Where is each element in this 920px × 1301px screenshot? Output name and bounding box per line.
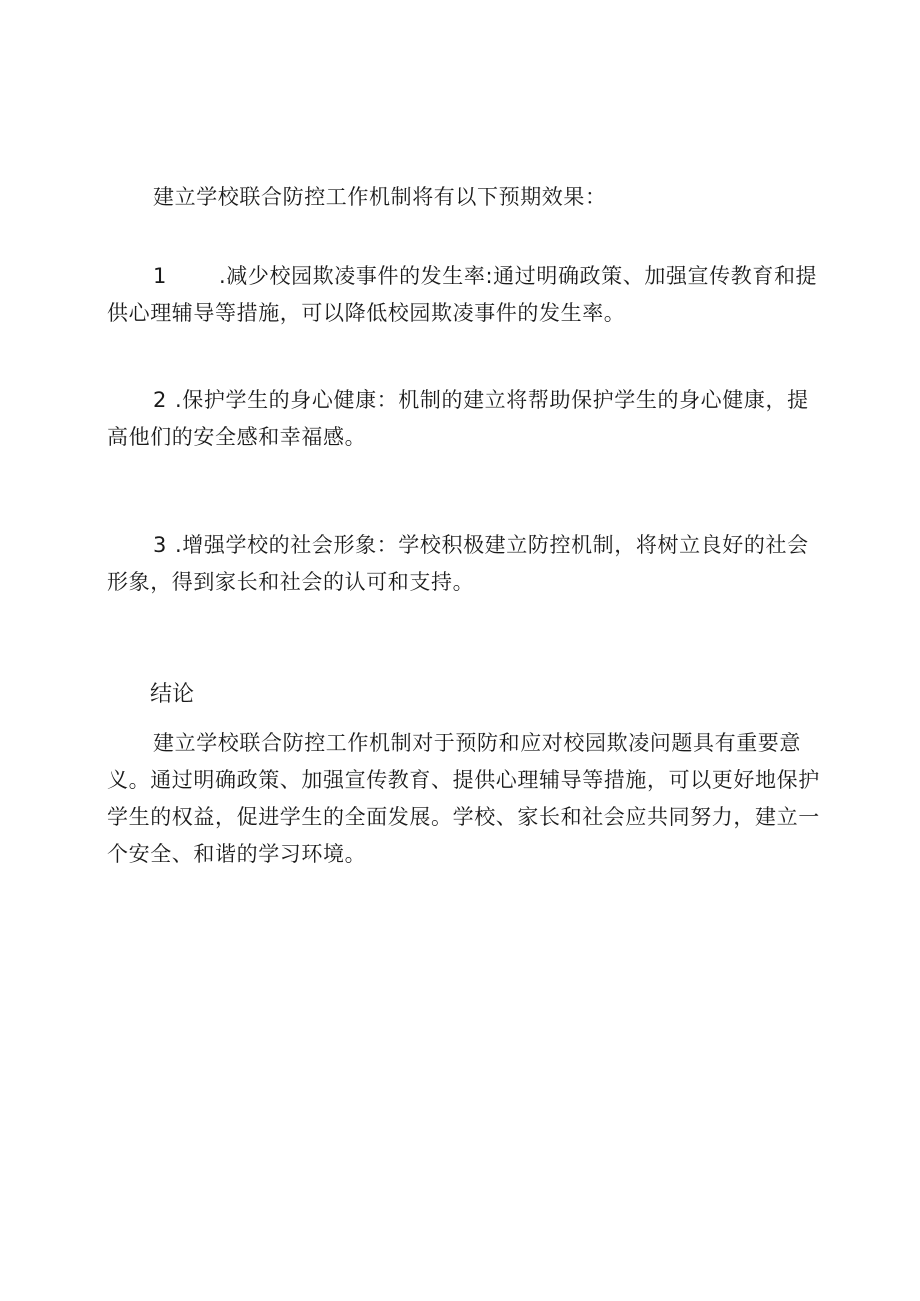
list-item-1 <box>107 258 827 332</box>
list-item-number: 2 <box>153 388 167 412</box>
list-item-text: .增强学校的社会形象：学校积极建立防控机制，将树立良好的社会形象，得到家长和社会的认可和支持。 <box>107 533 809 594</box>
list-item-text: .保护学生的身心健康：机制的建立将帮助保护学生的身心健康，提高他们的安全感和幸福感。 <box>107 388 809 449</box>
conclusion-paragraph: 建立学校联合防控工作机制对于预防和应对校园欺凌问题具有重要意义。通过明确政策、加强宣传教育、提供心理辅导等措施，可以更好地保护学生的权益，促进学生的全面发展。学校、家长和社会应共同努力，建立一个安全、和谐的学习环境。 <box>107 731 820 866</box>
list-item-text: .减少校园欺凌事件的发生率:通过明确政策、加强宣传教育和提供心理辅导等措施，可以降低校园欺凌事件的发生率。 <box>107 264 818 325</box>
conclusion-heading: 结论 <box>150 682 195 707</box>
intro-paragraph: 建立学校联合防控工作机制将有以下预期效果： <box>153 185 607 209</box>
list-item-number: 3 <box>153 533 167 557</box>
list-item-3 <box>107 527 827 601</box>
list-item-number: 1 <box>153 264 167 288</box>
list-item-2 <box>107 382 827 456</box>
